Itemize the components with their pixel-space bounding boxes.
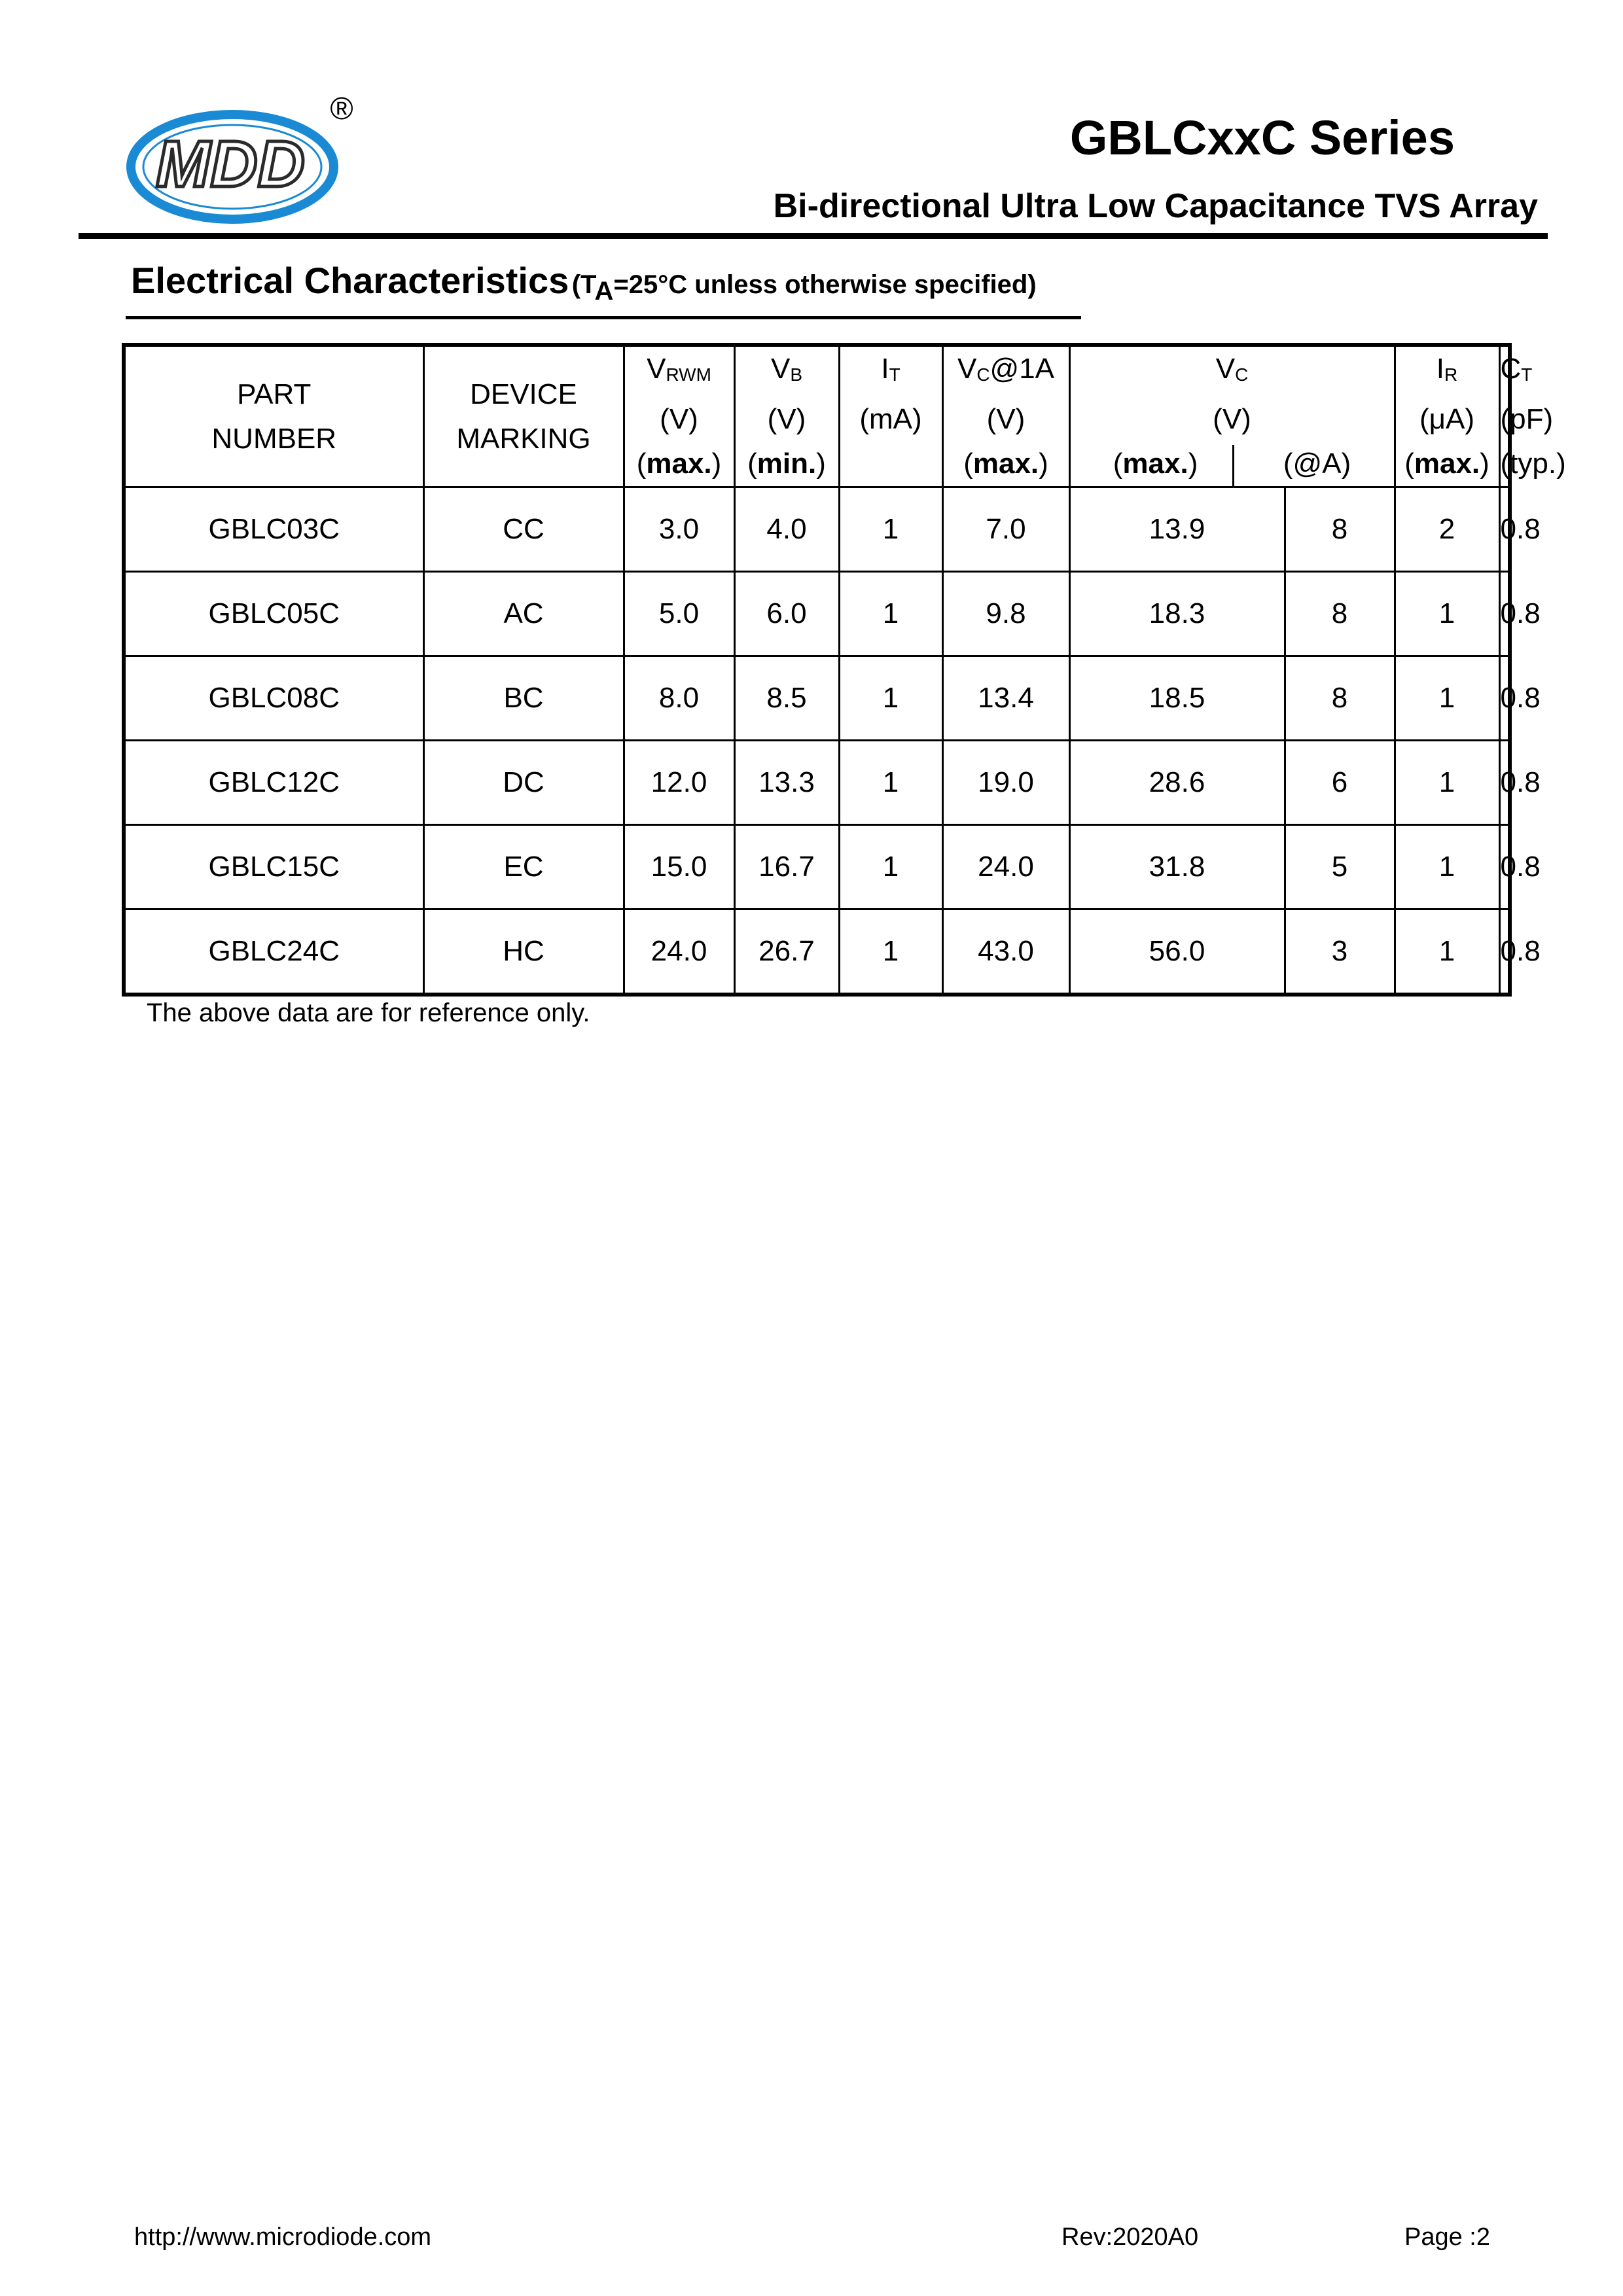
section-divider xyxy=(126,316,1081,319)
header-vrwm: VRWM (V) (max.) xyxy=(624,345,734,487)
condition-open: (T xyxy=(571,270,595,299)
header-part-line1: PART xyxy=(237,378,312,410)
cell-part-number: GBLC08C xyxy=(124,656,423,741)
ir-unit: (μA) xyxy=(1419,403,1474,435)
cell-at: 8 xyxy=(1285,572,1395,656)
vrwm-condition: max. xyxy=(646,448,712,480)
cell-ct: 0.8 xyxy=(1499,910,1510,995)
cell-vb: 4.0 xyxy=(734,487,839,572)
cell-marking: BC xyxy=(423,656,624,741)
vb-subscript: B xyxy=(790,364,803,385)
cell-vb: 13.3 xyxy=(734,741,839,825)
vc-subscript: C xyxy=(1235,364,1249,385)
cell-part-number: GBLC05C xyxy=(124,572,423,656)
cell-it: 1 xyxy=(839,487,942,572)
cell-vrwm: 5.0 xyxy=(624,572,734,656)
cell-ir: 2 xyxy=(1395,487,1499,572)
mdd-logo xyxy=(124,92,360,229)
cell-ct: 0.8 xyxy=(1499,825,1510,910)
footer-url: http://www.microdiode.com xyxy=(134,2223,432,2251)
cell-vrwm: 12.0 xyxy=(624,741,734,825)
cell-vb: 6.0 xyxy=(734,572,839,656)
cell-vrwm: 24.0 xyxy=(624,910,734,995)
cell-vc-1a: 7.0 xyxy=(942,487,1069,572)
cell-it: 1 xyxy=(839,825,942,910)
vc1a-symbol: V xyxy=(957,353,977,385)
vrwm-unit: (V) xyxy=(660,403,698,435)
header-vc-at-1a: VC@1A (V) (max.) xyxy=(942,345,1069,487)
cell-ct: 0.8 xyxy=(1499,487,1510,572)
cell-ct: 0.8 xyxy=(1499,741,1510,825)
cell-it: 1 xyxy=(839,572,942,656)
condition-subscript: A xyxy=(594,277,614,306)
cell-it: 1 xyxy=(839,656,942,741)
vc1a-subscript: C xyxy=(976,364,990,385)
header-ir: IR (μA) (max.) xyxy=(1395,345,1499,487)
reference-note: The above data are for reference only. xyxy=(147,998,590,1027)
cell-vb: 8.5 xyxy=(734,656,839,741)
it-subscript: T xyxy=(889,364,901,385)
footer-revision: Rev:2020A0 xyxy=(1061,2223,1199,2251)
vrwm-subscript: RWM xyxy=(666,364,711,385)
vrwm-symbol: V xyxy=(647,353,666,385)
header-divider xyxy=(79,233,1548,239)
cell-ir: 1 xyxy=(1395,656,1499,741)
header-marking-line2: MARKING xyxy=(456,422,591,455)
ct-subscript: T xyxy=(1521,364,1533,385)
section-title-text: Electrical Characteristics xyxy=(131,260,569,301)
it-symbol: I xyxy=(881,353,889,385)
cell-vc: 18.5 xyxy=(1069,656,1285,741)
header-ct xyxy=(1499,345,1566,487)
ct-symbol: C xyxy=(1500,353,1522,385)
cell-part-number: GBLC24C xyxy=(124,910,423,995)
cell-vc-1a: 9.8 xyxy=(942,572,1069,656)
vc1a-condition: max. xyxy=(972,448,1039,480)
cell-part-number: GBLC12C xyxy=(124,741,423,825)
document-subtitle: Bi-directional Ultra Low Capacitance TVS Array xyxy=(773,187,1538,225)
table-row xyxy=(124,741,1510,825)
section-title xyxy=(131,259,1037,306)
cell-ct: 0.8 xyxy=(1499,572,1510,656)
header-vb: VB (V) (min.) xyxy=(734,345,839,487)
table-row xyxy=(124,487,1510,572)
electrical-characteristics-table xyxy=(122,343,1566,997)
cell-it: 1 xyxy=(839,910,942,995)
cell-vc-1a: 13.4 xyxy=(942,656,1069,741)
vc-condition: max. xyxy=(1122,448,1188,480)
registered-mark: ® xyxy=(330,92,353,126)
vc1a-unit: (V) xyxy=(986,403,1026,435)
cell-ir: 1 xyxy=(1395,825,1499,910)
vc-subcolumn-divider xyxy=(1232,445,1234,486)
table-row xyxy=(124,910,1510,995)
vc-symbol: V xyxy=(1215,353,1236,385)
cell-marking: AC xyxy=(423,572,624,656)
table-row xyxy=(124,825,1510,910)
cell-at: 5 xyxy=(1285,825,1395,910)
cell-vc-1a: 24.0 xyxy=(942,825,1069,910)
cell-part-number: GBLC03C xyxy=(124,487,423,572)
header-vc: VC (V) (max.) (@A) xyxy=(1069,345,1395,487)
cell-vrwm: 8.0 xyxy=(624,656,734,741)
cell-marking: HC xyxy=(423,910,624,995)
cell-vc-1a: 19.0 xyxy=(942,741,1069,825)
vb-unit: (V) xyxy=(767,403,806,435)
table-row xyxy=(124,656,1510,741)
cell-ir: 1 xyxy=(1395,572,1499,656)
it-unit: (mA) xyxy=(859,403,922,435)
vb-symbol: V xyxy=(770,353,791,385)
table-header-row xyxy=(124,345,1510,487)
header-marking-line1: DEVICE xyxy=(470,378,577,410)
cell-vc: 31.8 xyxy=(1069,825,1285,910)
cell-it: 1 xyxy=(839,741,942,825)
cell-ir: 1 xyxy=(1395,741,1499,825)
vc-unit: (V) xyxy=(1213,403,1251,435)
series-title: GBLCxxC Series xyxy=(1069,111,1455,165)
ct-unit: (pF) xyxy=(1500,403,1554,435)
cell-vb: 26.7 xyxy=(734,910,839,995)
ir-symbol: I xyxy=(1436,353,1444,385)
table-row xyxy=(124,572,1510,656)
header-device-marking xyxy=(423,345,624,487)
header-part-number xyxy=(124,345,423,487)
cell-vrwm: 3.0 xyxy=(624,487,734,572)
cell-vrwm: 15.0 xyxy=(624,825,734,910)
cell-part-number: GBLC15C xyxy=(124,825,423,910)
cell-vc-1a: 43.0 xyxy=(942,910,1069,995)
cell-at: 8 xyxy=(1285,656,1395,741)
cell-at: 3 xyxy=(1285,910,1395,995)
cell-ir: 1 xyxy=(1395,910,1499,995)
cell-at: 8 xyxy=(1285,487,1395,572)
cell-vc: 13.9 xyxy=(1069,487,1285,572)
vb-condition: min. xyxy=(757,448,817,480)
ir-condition: max. xyxy=(1414,448,1480,480)
cell-vc: 28.6 xyxy=(1069,741,1285,825)
ct-condition: (typ.) xyxy=(1500,448,1566,480)
cell-marking: DC xyxy=(423,741,624,825)
header-it xyxy=(839,345,942,487)
vc-at-current: (@A) xyxy=(1283,448,1351,480)
logo-text: MDD xyxy=(156,128,305,201)
cell-marking: EC xyxy=(423,825,624,910)
cell-vc: 18.3 xyxy=(1069,572,1285,656)
cell-vb: 16.7 xyxy=(734,825,839,910)
ir-subscript: R xyxy=(1444,364,1458,385)
vc1a-rest: @1A xyxy=(990,353,1055,385)
cell-marking: CC xyxy=(423,487,624,572)
condition-rest: =25°C unless otherwise specified) xyxy=(613,270,1037,299)
cell-ct: 0.8 xyxy=(1499,656,1510,741)
header-part-line2: NUMBER xyxy=(211,422,337,455)
cell-at: 6 xyxy=(1285,741,1395,825)
footer-page-number: Page :2 xyxy=(1404,2223,1490,2251)
cell-vc: 56.0 xyxy=(1069,910,1285,995)
